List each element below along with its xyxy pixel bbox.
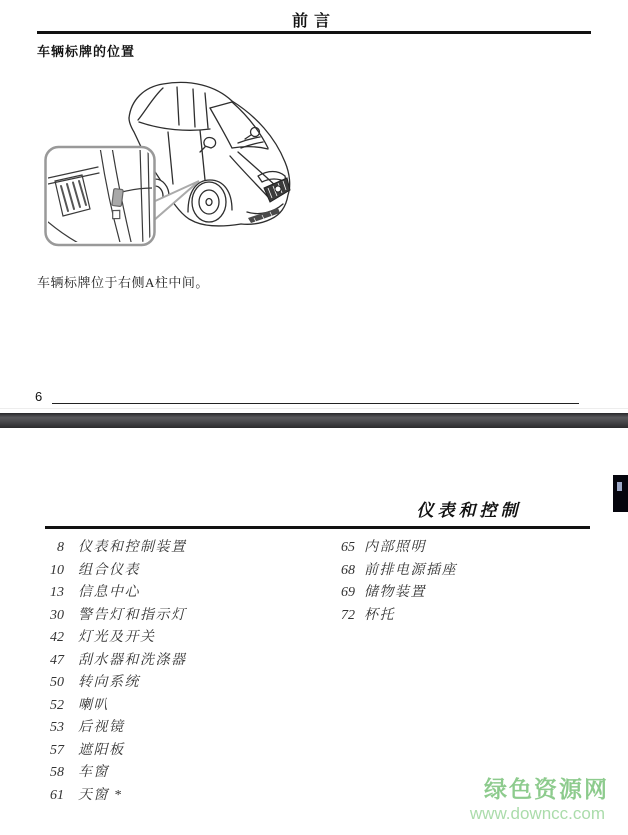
header-rule-2 bbox=[45, 526, 590, 529]
toc-entry-label: 喇叭 bbox=[78, 697, 109, 713]
toc-page-number: 50 bbox=[50, 675, 64, 690]
footer-rule bbox=[52, 403, 579, 404]
toc-entry bbox=[290, 605, 457, 628]
toc-entry bbox=[0, 650, 187, 673]
chapter-tab bbox=[613, 475, 628, 512]
page-number: 6 bbox=[35, 389, 43, 404]
toc-entry bbox=[0, 560, 187, 583]
chapter-tab-glyph bbox=[617, 482, 622, 491]
toc-entry bbox=[0, 582, 187, 605]
toc-entry bbox=[0, 717, 187, 740]
toc-entry bbox=[290, 582, 457, 605]
page-title-foreword: 前言 bbox=[291, 13, 336, 30]
toc-entry bbox=[0, 627, 187, 650]
toc-page-number: 65 bbox=[341, 540, 355, 555]
section-heading: 车辆标牌的位置 bbox=[37, 44, 136, 59]
toc-entry-label: 组合仪表 bbox=[78, 562, 140, 578]
toc-entry-label: 信息中心 bbox=[78, 585, 140, 600]
toc-entry-label: 内部照明 bbox=[364, 540, 426, 555]
toc-entry-label: 储物装置 bbox=[364, 585, 426, 600]
toc-page-number: 13 bbox=[50, 585, 64, 600]
toc-page-number: 57 bbox=[50, 742, 64, 758]
toc-entry bbox=[0, 762, 187, 785]
toc-entry-label: 杯托 bbox=[364, 607, 395, 623]
toc-page-number: 30 bbox=[50, 607, 64, 623]
toc-left-column bbox=[0, 537, 187, 807]
toc-entry-label: 灯光及开关 bbox=[78, 630, 156, 645]
toc-entry bbox=[0, 785, 187, 808]
site-watermark bbox=[470, 778, 609, 822]
page-title-instruments: 仪表和控制 bbox=[416, 501, 522, 520]
toc-entry-label: 仪表和控制装置 bbox=[78, 540, 187, 555]
toc-entry-label: 车窗 bbox=[78, 765, 109, 780]
toc-entry bbox=[0, 605, 187, 628]
toc-entry bbox=[0, 537, 187, 560]
toc-entry-label: 前排电源插座 bbox=[364, 562, 457, 578]
toc-entry bbox=[290, 537, 457, 560]
toc-entry bbox=[0, 740, 187, 763]
header-rule bbox=[37, 31, 591, 34]
toc-page-number: 72 bbox=[341, 607, 355, 623]
toc-page-number: 53 bbox=[50, 720, 64, 735]
toc-right-column bbox=[290, 537, 457, 627]
car-nameplate-illustration bbox=[42, 80, 292, 250]
toc-page-number: 42 bbox=[50, 630, 64, 645]
toc-entry-label: 天窗 * bbox=[78, 787, 123, 803]
toc-page-number: 47 bbox=[50, 652, 64, 668]
toc-entry bbox=[0, 695, 187, 718]
toc-entry-label: 转向系统 bbox=[78, 675, 140, 690]
toc-page-number: 61 bbox=[50, 787, 64, 803]
watermark-site-name: 绿色资源网 bbox=[484, 776, 609, 802]
toc-entry-label: 后视镜 bbox=[78, 720, 125, 735]
toc-page-number: 69 bbox=[341, 585, 355, 600]
toc-entry bbox=[0, 672, 187, 695]
toc-page-number: 68 bbox=[341, 562, 355, 578]
toc-page-number: 10 bbox=[50, 562, 64, 578]
watermark-site-url: www.downcc.com bbox=[469, 804, 605, 823]
toc-entry-label: 警告灯和指示灯 bbox=[78, 607, 187, 623]
toc-page-number: 8 bbox=[57, 540, 64, 555]
toc-entry-label: 刮水器和洗涤器 bbox=[78, 652, 187, 668]
page-edge-shadow bbox=[0, 408, 628, 409]
page-separator-band bbox=[0, 413, 628, 428]
toc-page-number: 52 bbox=[50, 697, 64, 713]
toc-entry bbox=[290, 560, 457, 583]
nameplate-location-text: 车辆标牌位于右侧A柱中间。 bbox=[37, 275, 209, 290]
toc-page-number: 58 bbox=[50, 765, 64, 780]
toc-entry-label: 遮阳板 bbox=[78, 742, 125, 758]
